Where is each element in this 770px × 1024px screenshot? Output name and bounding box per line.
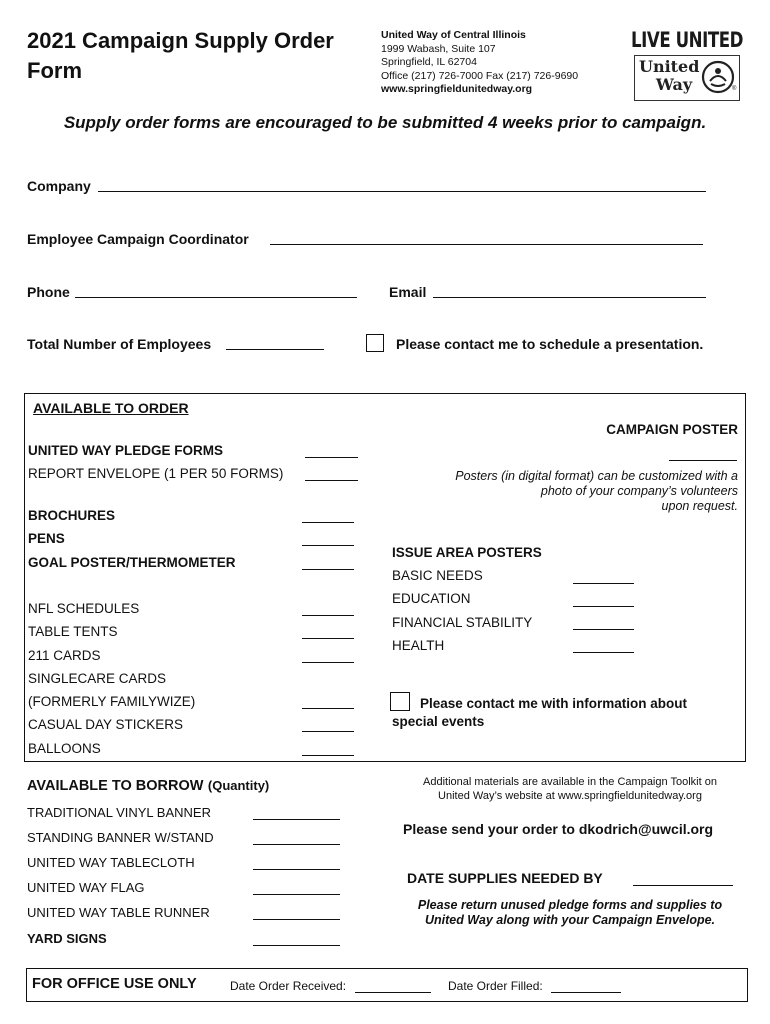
order-heading: AVAILABLE TO ORDER bbox=[33, 400, 189, 416]
borrow-qty-field[interactable] bbox=[253, 945, 340, 946]
order-item: CASUAL DAY STICKERS bbox=[28, 717, 184, 732]
subtitle: Supply order forms are encouraged to be submitted 4 weeks prior to campaign. bbox=[63, 113, 707, 132]
order-qty-field[interactable] bbox=[302, 662, 354, 663]
order-qty-field[interactable] bbox=[302, 615, 354, 616]
logo-word-united: United bbox=[639, 57, 700, 76]
poster-note-line: photo of your company’s volunteers bbox=[540, 484, 738, 498]
company-field[interactable] bbox=[98, 191, 706, 192]
coordinator-field[interactable] bbox=[270, 244, 703, 245]
issue-item: BASIC NEEDS bbox=[392, 568, 483, 583]
borrow-qty-field[interactable] bbox=[253, 844, 340, 845]
order-item: GOAL POSTER/THERMOMETER bbox=[28, 555, 236, 570]
date-received-field[interactable] bbox=[355, 992, 431, 993]
employees-label: Total Number of Employees bbox=[27, 336, 212, 352]
coordinator-label: Employee Campaign Coordinator bbox=[27, 231, 249, 247]
org-phone: Office (217) 726-7000 Fax (217) 726-9690 bbox=[381, 69, 579, 82]
company-label: Company bbox=[27, 178, 91, 194]
send-order-text: Please send your order to dkodrich@uwcil.org bbox=[403, 821, 714, 837]
issue-qty-field[interactable] bbox=[573, 583, 634, 584]
poster-note-line: Posters (in digital format) can be customized with a bbox=[455, 469, 738, 483]
presentation-label: Please contact me to schedule a presentation. bbox=[396, 336, 704, 352]
order-item: UNITED WAY PLEDGE FORMS bbox=[28, 443, 224, 458]
poster-note-line: upon request. bbox=[661, 499, 738, 513]
order-item: BROCHURES bbox=[28, 508, 116, 523]
order-qty-field[interactable] bbox=[302, 731, 354, 732]
date-filled-field[interactable] bbox=[551, 992, 621, 993]
toolkit-note-line1: Additional materials are available in the Campaign Toolkit on bbox=[423, 776, 717, 788]
order-item: BALLOONS bbox=[28, 741, 101, 756]
order-qty-field[interactable] bbox=[302, 708, 354, 709]
poster-note bbox=[455, 469, 738, 514]
page-title: 2021 Campaign Supply Order Form bbox=[27, 28, 334, 83]
order-qty-field[interactable] bbox=[302, 569, 354, 570]
org-info bbox=[381, 29, 578, 97]
logo-box bbox=[634, 55, 740, 101]
order-qty-field[interactable] bbox=[302, 522, 354, 523]
toolkit-note bbox=[395, 776, 745, 802]
org-name: United Way of Central Illinois bbox=[381, 29, 526, 41]
presentation-checkbox[interactable] bbox=[366, 334, 384, 352]
phone-field[interactable] bbox=[75, 297, 357, 298]
issue-qty-field[interactable] bbox=[573, 629, 634, 630]
issue-posters-heading: ISSUE AREA POSTERS bbox=[392, 545, 542, 560]
borrow-item: STANDING BANNER W/STAND bbox=[27, 830, 214, 845]
borrow-item: TRADITIONAL VINYL BANNER bbox=[27, 805, 211, 820]
return-note bbox=[395, 898, 745, 928]
united-way-hand-icon bbox=[701, 60, 735, 94]
issue-qty-field[interactable] bbox=[573, 606, 634, 607]
issue-item: EDUCATION bbox=[392, 591, 471, 606]
order-item: NFL SCHEDULES bbox=[28, 601, 140, 616]
borrow-item: UNITED WAY TABLECLOTH bbox=[27, 855, 195, 870]
issue-item: HEALTH bbox=[392, 638, 445, 653]
special-events-checkbox[interactable] bbox=[390, 692, 410, 711]
borrow-qty-field[interactable] bbox=[253, 869, 340, 870]
date-filled-label: Date Order Filled: bbox=[448, 979, 543, 993]
issue-qty-field[interactable] bbox=[573, 652, 634, 653]
borrow-item: YARD SIGNS bbox=[27, 931, 107, 946]
date-received-label: Date Order Received: bbox=[230, 979, 347, 993]
phone-label: Phone bbox=[27, 284, 70, 300]
date-needed-field[interactable] bbox=[633, 885, 733, 886]
campaign-poster-qty-field[interactable] bbox=[669, 460, 737, 461]
email-label: Email bbox=[389, 284, 427, 300]
office-use-label: FOR OFFICE USE ONLY bbox=[32, 976, 197, 992]
borrow-heading-text: AVAILABLE TO BORROW bbox=[27, 778, 204, 794]
order-item: (FORMERLY FAMILYWIZE) bbox=[28, 694, 196, 709]
order-qty-field[interactable] bbox=[302, 755, 354, 756]
employees-field[interactable] bbox=[226, 349, 324, 350]
order-item: PENS bbox=[28, 531, 65, 546]
order-item: REPORT ENVELOPE (1 PER 50 FORMS) bbox=[28, 466, 284, 481]
org-address-line1: 1999 Wabash, Suite 107 bbox=[381, 42, 496, 55]
borrow-qty-field[interactable] bbox=[253, 894, 340, 895]
return-note-line2: United Way along with your Campaign Envelope. bbox=[424, 913, 716, 927]
order-item: SINGLECARE CARDS bbox=[28, 671, 167, 686]
borrow-heading bbox=[27, 777, 269, 795]
toolkit-note-line2: United Way’s website at www.springfieldunitedway.org bbox=[438, 790, 702, 802]
borrow-item: UNITED WAY FLAG bbox=[27, 880, 145, 895]
order-item: TABLE TENTS bbox=[28, 624, 118, 639]
borrow-heading-suffix: (Quantity) bbox=[207, 778, 270, 793]
borrow-item: UNITED WAY TABLE RUNNER bbox=[27, 905, 210, 920]
org-website: www.springfieldunitedway.org bbox=[381, 83, 533, 95]
borrow-qty-field[interactable] bbox=[253, 919, 340, 920]
date-needed-label: DATE SUPPLIES NEEDED BY bbox=[407, 870, 603, 886]
special-events-label-line1: Please contact me with information about bbox=[420, 696, 688, 711]
order-qty-field[interactable] bbox=[302, 545, 354, 546]
return-note-line1: Please return unused pledge forms and supplies to bbox=[417, 898, 723, 912]
logo-wordmark bbox=[639, 57, 700, 94]
special-events-label-line2: special events bbox=[392, 714, 485, 729]
order-qty-field[interactable] bbox=[302, 638, 354, 639]
registered-mark: ® bbox=[732, 86, 737, 92]
united-way-logo bbox=[631, 28, 744, 94]
order-item: 211 CARDS bbox=[28, 648, 101, 663]
org-address-line2: Springfield, IL 62704 bbox=[381, 56, 477, 68]
email-field[interactable] bbox=[433, 297, 706, 298]
logo-word-way: Way bbox=[655, 75, 693, 94]
logo-live-united: LIVE UNITED bbox=[631, 28, 744, 52]
order-qty-field[interactable] bbox=[305, 480, 358, 481]
campaign-poster-label: CAMPAIGN POSTER bbox=[606, 422, 738, 437]
issue-item: FINANCIAL STABILITY bbox=[392, 615, 533, 630]
order-qty-field[interactable] bbox=[305, 457, 358, 458]
borrow-qty-field[interactable] bbox=[253, 819, 340, 820]
